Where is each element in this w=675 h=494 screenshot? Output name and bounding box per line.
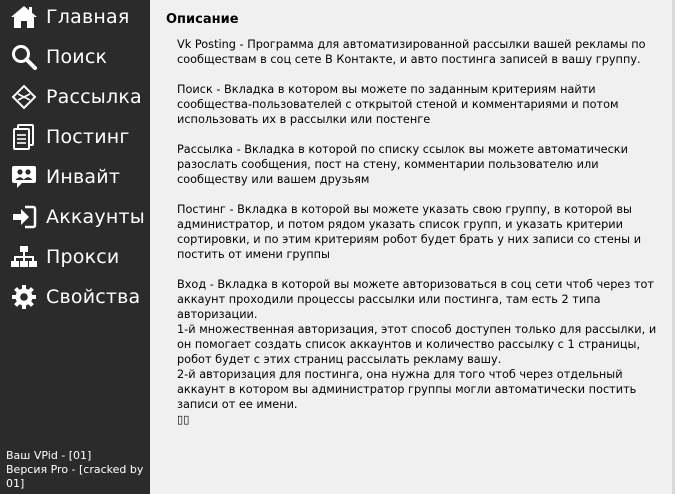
sidebar-item-mailing[interactable] (0, 80, 150, 114)
sidebar-item-settings[interactable] (0, 280, 150, 314)
version-label: Версия Pro - [cracked by 01] (6, 463, 144, 490)
sidebar-item-label: Свойства (46, 286, 141, 308)
network-icon (10, 243, 38, 271)
vpid-label: Ваш VPid - [01] (6, 449, 92, 462)
sidebar-item-proxy[interactable] (0, 240, 150, 274)
description-text (177, 37, 667, 427)
document-icon (10, 123, 38, 151)
sidebar-item-label: Прокси (46, 246, 120, 268)
description-paragraph: Вход - Вкладка в которой вы можете авторизоваться в соц сети чтоб через тот аккаунт проходили процессы рассылки или постинга, там есть 2 типа авторизации. 1-й множественная авторизация, этот способ доступен только для рассылки, и он помогает создать список аккаунтов и количество рассылку с 1 страницы, робот будет с этих страниц рассылать рекламу вашу. 2-й авторизация для постинга, она нужна для того чтоб через отдельный аккаунт в котором вы администратор группы могли автоматически постить записи от ее имени. ▯▯ (177, 278, 657, 426)
sidebar-item-label: Постинг (46, 126, 130, 148)
sidebar-item-accounts[interactable] (0, 200, 150, 234)
description-paragraph: Vk Posting - Программа для автоматизированной рассылки вашей рекламы по сообществам в соц сете В Контакте, и авто постинга записей в вашу группу. (177, 38, 646, 66)
sidebar-item-posting[interactable] (0, 120, 150, 154)
sidebar-footer (6, 449, 150, 491)
sign-in-icon (10, 203, 38, 231)
sidebar-item-label: Главная (46, 6, 130, 28)
search-icon (10, 43, 38, 71)
sidebar-item-search[interactable] (0, 40, 150, 74)
sidebar-item-label: Инвайт (46, 166, 121, 188)
diamond-icon (10, 83, 38, 111)
sidebar-item-invite[interactable] (0, 160, 150, 194)
gear-icon (10, 283, 38, 311)
users-icon (10, 163, 38, 191)
home-icon (10, 3, 38, 31)
sidebar-item-home[interactable] (0, 0, 150, 34)
description-paragraph: Поиск - Вкладка в котором вы можете по заданным критериям найти сообщества-пользователей с открытой стеной и комментариями и потом использовать их в рассылки или постенге (177, 83, 619, 126)
sidebar (0, 0, 150, 494)
description-paragraph: Постинг - Вкладка в которой вы можете указать свою группу, в которой вы администратор, и потом рядом указать список групп, и указать критерии сортировки, и по этим критериям робот будет брать у них записи со стены и постить от имени группы (177, 203, 642, 261)
description-paragraph: Рассылка - Вкладка в которой по списку ссылок вы можете автоматически разослать сообщения, пост на стену, комментарии пользователю или сообществу или вашем друзьям (177, 143, 628, 186)
sidebar-item-label: Рассылка (46, 86, 142, 108)
page-title: Описание (166, 12, 239, 27)
sidebar-item-label: Аккаунты (46, 206, 145, 228)
description-panel (150, 0, 675, 494)
sidebar-item-label: Поиск (46, 46, 108, 68)
